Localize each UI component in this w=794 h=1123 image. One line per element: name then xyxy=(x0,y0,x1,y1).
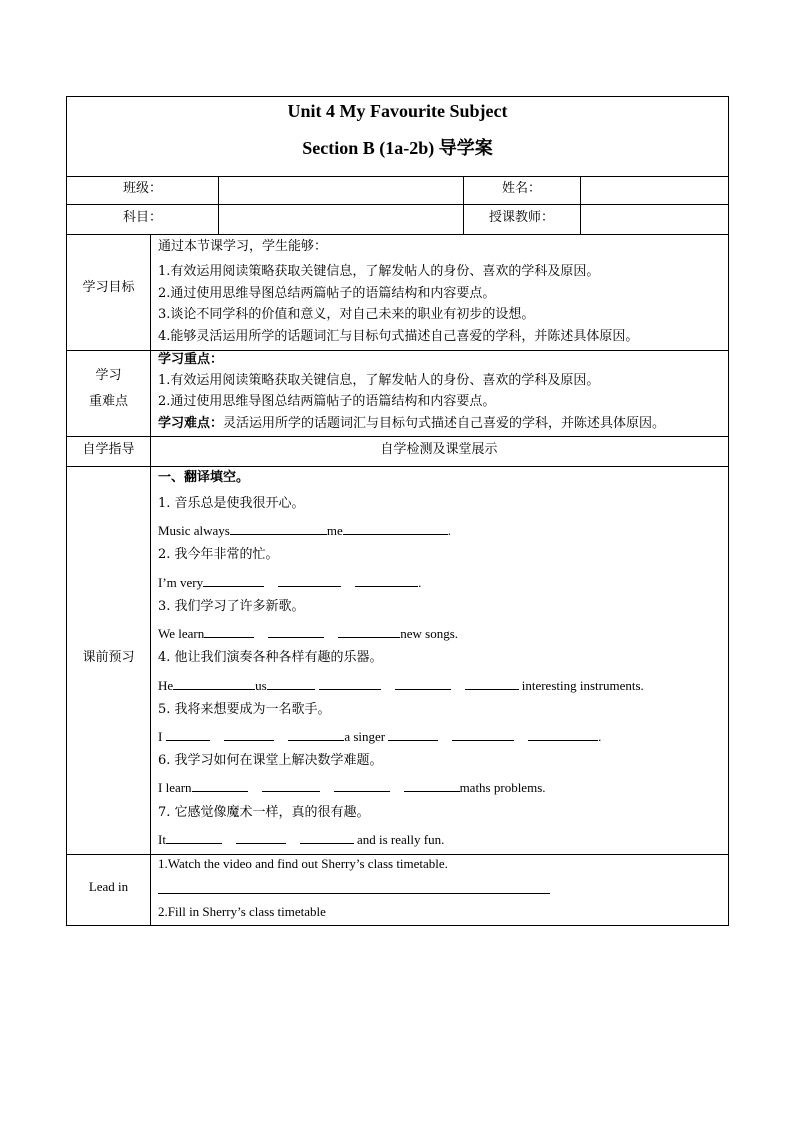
answer-text: me xyxy=(326,523,343,538)
answer-text: . xyxy=(418,575,422,590)
objectives-label: 学习目标 xyxy=(82,280,135,295)
class-label: 班级： xyxy=(122,181,162,196)
answer-blank[interactable] xyxy=(343,522,448,535)
difficulty-line xyxy=(158,416,665,432)
name-field[interactable] xyxy=(584,181,724,197)
answer-blank[interactable] xyxy=(268,625,324,638)
exercise-prompt: 3. 我们学习了许多新歌。 xyxy=(158,599,305,614)
row-divider xyxy=(67,436,728,437)
exercise-answer-line xyxy=(158,522,451,539)
answer-text: I learn xyxy=(158,780,192,795)
name-label: 姓名： xyxy=(501,181,541,196)
answer-blank[interactable] xyxy=(192,779,248,792)
leadin-question-2: 2.Fill in Sherry’s class timetable xyxy=(158,904,326,919)
answer-blank[interactable] xyxy=(319,677,381,690)
exercise-prompt: 2. 我今年非常的忙。 xyxy=(158,547,279,562)
answer-text: I xyxy=(158,729,163,744)
objectives-intro: 通过本节课学习，学生能够： xyxy=(158,239,328,254)
answer-blank[interactable] xyxy=(355,574,418,587)
exercise-answer-line xyxy=(158,728,601,745)
answer-blank[interactable] xyxy=(224,728,274,741)
answer-text: a singer xyxy=(344,729,386,744)
row-divider xyxy=(67,176,728,177)
keypoints-label-line1: 学习 xyxy=(95,368,122,383)
leadin-answer-line[interactable] xyxy=(158,893,550,894)
row-divider xyxy=(67,466,728,467)
page-title: Unit 4 My Favourite Subject xyxy=(287,101,508,121)
answer-text: interesting instruments. xyxy=(521,678,644,693)
answer-text: I’m very xyxy=(158,575,204,590)
answer-blank[interactable] xyxy=(230,522,327,535)
focus-label: 学习重点： xyxy=(158,352,224,367)
exercise-answer-line xyxy=(158,831,444,848)
column-divider xyxy=(150,234,151,926)
answer-text: us xyxy=(255,678,267,693)
answer-blank[interactable] xyxy=(166,831,222,844)
worksheet-table xyxy=(66,96,729,926)
answer-blank[interactable] xyxy=(300,831,354,844)
column-divider xyxy=(218,176,219,234)
teacher-field[interactable] xyxy=(584,210,724,226)
answer-text: We learn xyxy=(158,626,205,641)
answer-text: . xyxy=(598,729,602,744)
column-divider xyxy=(580,176,581,234)
difficulty-text: 灵活运用所学的话题词汇与目标句式描述自己喜爱的学科，并陈述具体原因。 xyxy=(223,416,666,431)
subject-label: 科目： xyxy=(122,210,162,225)
row-divider xyxy=(67,234,728,235)
objective-item: 2.通过使用思维导图总结两篇帖子的语篇结构和内容要点。 xyxy=(158,286,496,301)
answer-blank[interactable] xyxy=(388,728,438,741)
exercise-prompt: 4. 他让我们演奏各种各样有趣的乐器。 xyxy=(158,650,383,665)
subject-field[interactable] xyxy=(222,210,460,226)
preview-label: 课前预习 xyxy=(82,650,135,665)
answer-text: new songs. xyxy=(400,626,459,641)
answer-blank[interactable] xyxy=(204,625,254,638)
keypoints-label-line2: 重难点 xyxy=(88,394,128,409)
difficulty-label: 学习难点： xyxy=(158,416,224,431)
answer-blank[interactable] xyxy=(404,779,460,792)
answer-blank[interactable] xyxy=(267,677,315,690)
leadin-question-1: 1.Watch the video and find out Sherry’s class timetable. xyxy=(158,856,448,871)
row-divider xyxy=(67,350,728,351)
answer-blank[interactable] xyxy=(338,625,400,638)
class-field[interactable] xyxy=(222,181,460,197)
teacher-label: 授课教师： xyxy=(488,210,554,225)
guide-right-label: 自学检测及课堂展示 xyxy=(380,442,498,457)
answer-blank[interactable] xyxy=(528,728,598,741)
preview-heading: 一、翻译填空。 xyxy=(158,470,250,485)
answer-text: He xyxy=(158,678,174,693)
exercise-prompt: 7. 它感觉像魔术一样，真的很有趣。 xyxy=(158,805,370,820)
answer-text: maths problems. xyxy=(459,780,546,795)
page-subtitle: Section B (1a-2b) 导学案 xyxy=(302,138,493,158)
answer-blank[interactable] xyxy=(278,574,341,587)
answer-blank[interactable] xyxy=(334,779,390,792)
row-divider xyxy=(67,204,728,205)
answer-text: It xyxy=(158,832,166,847)
answer-blank[interactable] xyxy=(203,574,264,587)
objective-item: 3.谈论不同学科的价值和意义，对自己未来的职业有初步的设想。 xyxy=(158,307,535,322)
answer-text: . xyxy=(447,523,451,538)
leadin-label: Lead in xyxy=(88,879,129,894)
answer-blank[interactable] xyxy=(262,779,320,792)
guide-left-label: 自学指导 xyxy=(82,442,135,457)
focus-item: 1.有效运用阅读策略获取关键信息，了解发帖人的身份、喜欢的学科及原因。 xyxy=(158,373,600,388)
answer-blank[interactable] xyxy=(173,677,255,690)
answer-blank[interactable] xyxy=(288,728,344,741)
exercise-answer-line xyxy=(158,779,546,796)
objective-item: 1.有效运用阅读策略获取关键信息，了解发帖人的身份、喜欢的学科及原因。 xyxy=(158,264,600,279)
answer-text: Music always xyxy=(158,523,230,538)
answer-blank[interactable] xyxy=(166,728,210,741)
answer-blank[interactable] xyxy=(395,677,451,690)
answer-blank[interactable] xyxy=(236,831,286,844)
answer-blank[interactable] xyxy=(465,677,519,690)
answer-text: and is really fun. xyxy=(356,832,445,847)
exercise-prompt: 6. 我学习如何在课堂上解决数学难题。 xyxy=(158,753,383,768)
exercise-answer-line xyxy=(158,625,458,642)
exercise-prompt: 5. 我将来想要成为一名歌手。 xyxy=(158,702,331,717)
answer-blank[interactable] xyxy=(452,728,514,741)
exercise-answer-line xyxy=(158,574,421,591)
objective-item: 4.能够灵活运用所学的话题词汇与目标句式描述自己喜爱的学科，并陈述具体原因。 xyxy=(158,329,639,344)
focus-item: 2.通过使用思维导图总结两篇帖子的语篇结构和内容要点。 xyxy=(158,394,496,409)
exercise-answer-line xyxy=(158,677,644,694)
exercise-prompt: 1. 音乐总是使我很开心。 xyxy=(158,496,305,511)
row-divider xyxy=(67,854,728,855)
